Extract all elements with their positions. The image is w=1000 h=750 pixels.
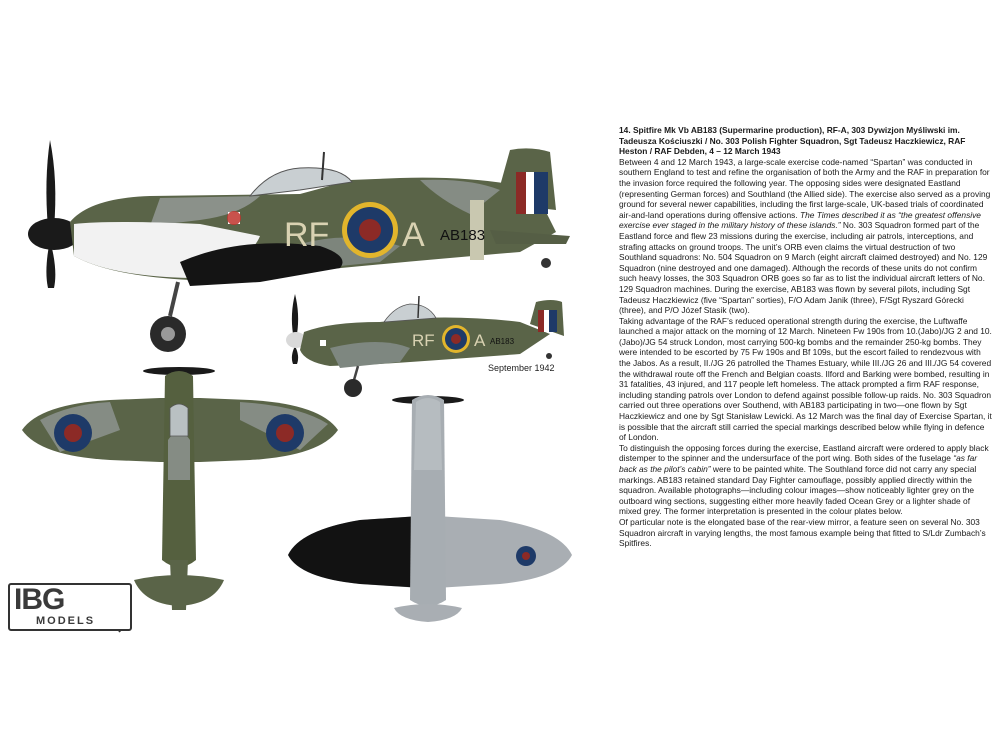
paragraph-1-quote: The Times described it as “the greatest offensive exercise ever staged in the military history of these islands.” [619,209,981,231]
aircraft-title: 14. Spitfire Mk Vb AB183 (Supermarine production), RF-A, 303 Dywizjon Myśliwski im. Tadeusza Kościuszki / No. 303 Polish Fighter Squadron, Sgt Tadeusz Haczkiewicz, RAF Heston / RAF Debden, 4 – 12 March 1943 [619,125,966,157]
description-column [619,125,992,549]
paragraph-3 [619,443,992,517]
top-view [22,367,338,610]
paragraph-4: Of particular note is the elongated base of the rear-view mirror, a feature seen on several No. 303 Squadron aircraft in varying lengths, the most famous example being that fitted to S/Ldr Zumbach’s Spitfires. [619,516,986,549]
paragraph-3-c: were to be painted white. The Southland force did not carry any special markings. AB183 retained standard Day Fighter camouflage, possibly applied directly within the squadron. Available photographs—including colour images—show noticeably lighter grey on the outboard wing sections, suggesting either more heavily faded Ocean Grey or a lighter shade of mixed grey. The former interpretation is presented in the colour plates below. [619,464,977,517]
paragraph-3-a: To distinguish the opposing forces during the exercise, Eastland aircraft were ordered to apply black distemper to the spinner and the undersurface of the port wing. Both sides of the fuselage [619,442,989,464]
serial-small: AB183 [490,337,515,346]
paragraph-1 [619,157,992,316]
logo-brand: IBG [14,583,65,616]
paragraph-1-a: Between 4 and 12 March 1943, a large-scale exercise code-named “Spartan” was conducted in southern England to test and refine the organisation of both the Army and the RAF in preparation for the invasion force required the following year. The opposing sides were designated Eastland (representing German forces) and Southland (the Allied side). The exercise also served as a proving ground for several newer capabilities, including the first large-scale, UK-based trials of coordinated air-and-land operations during offensive actions. [619,156,991,220]
paragraph-3-quote: “as far back as the pilot’s cabin” [619,453,978,474]
small-side-profile [286,294,564,397]
profile-date-caption: September 1942 [488,363,555,373]
code-left-large: RF [284,216,330,254]
code-right-large: A [402,216,425,254]
paragraph-2: Taking advantage of the RAF’s reduced operational strength during the exercise, the Luftwaffe launched a major attack on the morning of 12 March. Nineteen Fw 190s from 10.(Jabo)/JG 2 and 10.(Jabo)/JG 54 struck London, most carrying 500-kg bombs and the remainder 250-kg bombs. They were intended to be escorted by 75 Fw 190s and Bf 109s, but the escort failed to rendezvous with the Jabos. As a result, II./JG 26 patrolled the Thames Estuary, while III./JG 26 and III./JG 54 covered the withdrawal route off the French and Belgian coasts. Ilford and Barking were bombed, resulting in 31 fatalities, 43 injured, and 117 people left homeless. The attack prompted a firm RAF response, including standing patrols over London to defend against possible follow-up raids. No. 303 Squadron carried out three operations over Southend, with AB183 participating in two—one flown by Sgt Haczkiewicz and one by Sgt Stanisław Lewicki. As 12 March was the final day of Exercise Spartan, it is possible that the aircraft still carried the special markings described below while flying in defence of London. [619,315,992,443]
paragraph-1-c: No. 303 Squadron formed part of the Eastland force and flew 23 missions during the exercise, including air patrols, interceptions, and strafing attacks on ground troops. The unit’s ORB even claims the virtual destruction of two Southland squadrons: No. 504 Squadron on 9 March (eight aircraft claimed destroyed) and No. 129 Squadron (nine destroyed and one damaged). Although the records of these units do not confirm such heavy losses, the 303 Squadron ORB goes so far as to list the individual aircraft letters of No. 129 Squadron machines. During the exercise, AB183 was flown by several pilots, including Sgt Tadeusz Haczkiewicz (five “Spartan” sorties), F/O Adam Janik (three), F/Sgt Ryszard Górecki (three), and P/O Józef Stasik (two). [619,220,988,316]
logo-sub: MODELS [36,615,96,627]
serial-large: AB183 [440,227,486,244]
code-left-small: RF [412,331,435,350]
ibg-models-logo [8,583,132,631]
code-right-small: A [474,331,486,350]
